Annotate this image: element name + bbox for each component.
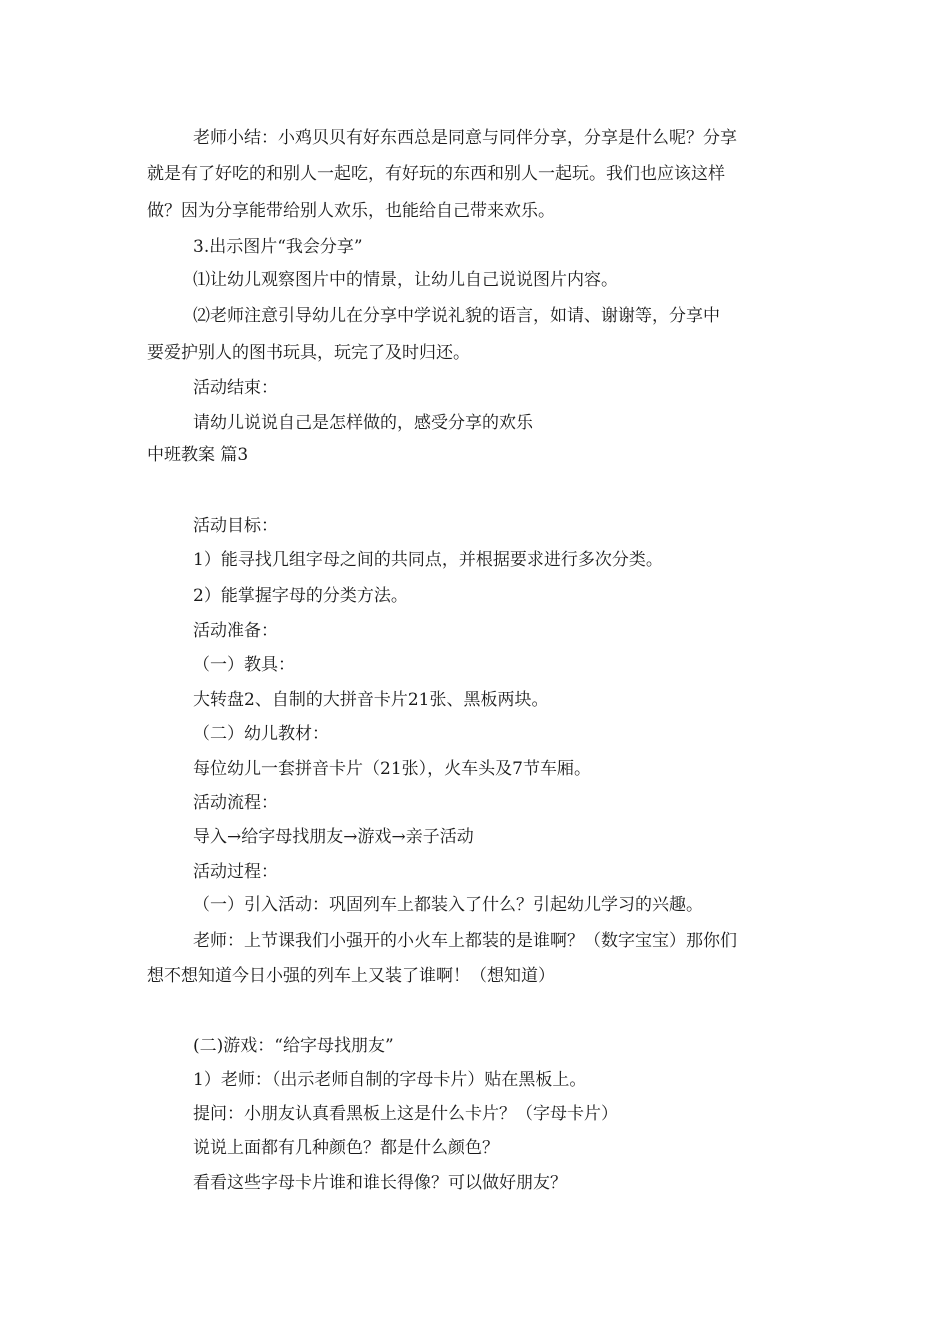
paragraph-line: 大转盘2、自制的大拼音卡片21张、黑板两块。 (193, 690, 549, 710)
paragraph-line: 1）老师：（出示老师自制的字母卡片）贴在黑板上。 (193, 1070, 587, 1090)
paragraph-line: 老师：上节课我们小强开的小火车上都装的是谁啊？（数字宝宝）那你们 (193, 931, 737, 951)
paragraph-line: 就是有了好吃的和别人一起吃，有好玩的东西和别人一起玩。我们也应该这样 (147, 164, 725, 184)
paragraph-line: 导入→给字母找朋友→游戏→亲子活动 (193, 827, 474, 847)
paragraph-line: 3.出示图片“我会分享” (193, 237, 363, 257)
paragraph-line: 活动流程： (193, 793, 278, 813)
paragraph-line: 说说上面都有几种颜色？都是什么颜色？ (193, 1138, 499, 1158)
paragraph-line: 活动准备： (193, 621, 278, 641)
paragraph-line: (二)游戏：“给字母找朋友” (193, 1036, 394, 1056)
paragraph-line: （一）教具： (193, 655, 295, 675)
paragraph-line: 看看这些字母卡片谁和谁长得像？可以做好朋友？ (193, 1173, 567, 1193)
paragraph-line: 做？因为分享能带给别人欢乐，也能给自己带来欢乐。 (147, 201, 555, 221)
paragraph-line: ⑴让幼儿观察图片中的情景，让幼儿自己说说图片内容。 (193, 270, 618, 290)
paragraph-line: 活动过程： (193, 862, 278, 882)
paragraph-line: 1）能寻找几组字母之间的共同点，并根据要求进行多次分类。 (193, 550, 663, 570)
paragraph-line: 2）能掌握字母的分类方法。 (193, 586, 408, 606)
paragraph-line: 提问：小朋友认真看黑板上这是什么卡片？（字母卡片） (193, 1104, 618, 1124)
paragraph-line: 请幼儿说说自己是怎样做的，感受分享的欢乐 (193, 413, 533, 433)
section-heading: 中班教案 篇3 (147, 445, 249, 465)
paragraph-line: 活动目标： (193, 516, 278, 536)
paragraph-line: 想不想知道今日小强的列车上又装了谁啊！（想知道） (147, 966, 555, 986)
paragraph-line: 活动结束： (193, 378, 278, 398)
paragraph-line: 每位幼儿一套拼音卡片（21张），火车头及7节车厢。 (193, 759, 591, 779)
paragraph-line: 要爱护别人的图书玩具，玩完了及时归还。 (147, 343, 470, 363)
paragraph-line: 老师小结：小鸡贝贝有好东西总是同意与同伴分享，分享是什么呢？分享 (193, 128, 737, 148)
paragraph-line: （一）引入活动：巩固列车上都装入了什么？引起幼儿学习的兴趣。 (193, 895, 703, 915)
paragraph-line: ⑵老师注意引导幼儿在分享中学说礼貌的语言，如请、谢谢等，分享中 (193, 306, 720, 326)
paragraph-line: （二）幼儿教材： (193, 724, 329, 744)
